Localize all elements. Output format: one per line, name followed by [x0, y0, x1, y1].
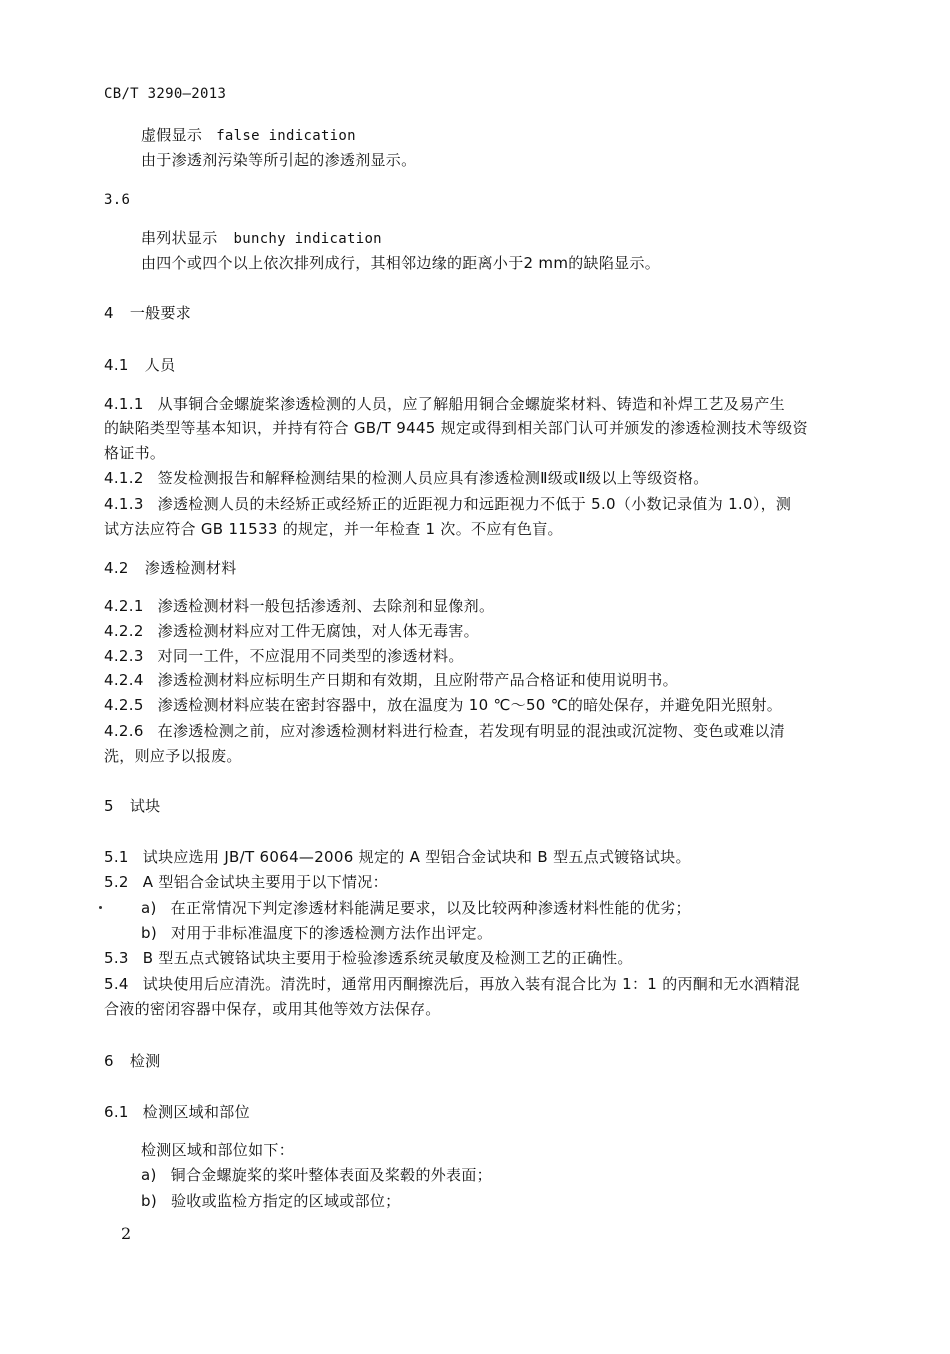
- clause-text: 渗透检测材料一般包括渗透剂、去除剂和显像剂。: [157, 597, 495, 615]
- section-title: 检测: [129, 1052, 161, 1070]
- clause-4-1-3-line-2: 试方法应符合 GB 11533 的规定，并一年检查 1 次。不应有色盲。: [104, 520, 563, 538]
- clause-4-2-3: [104, 646, 464, 666]
- clause-4-2-2: [104, 621, 479, 641]
- clause-number: 4.2.5: [104, 696, 144, 714]
- clause-text: 试块使用后应清洗。清洗时，通常用丙酮擦洗后，再放入装有混合比为 1：1 的丙酮和无水酒精混: [142, 975, 800, 993]
- section-heading-4-1: [104, 355, 175, 375]
- list-text: 铜合金螺旋桨的桨叶整体表面及桨毂的外表面；: [170, 1166, 492, 1184]
- section-title: 人员: [144, 356, 176, 374]
- section-title: 一般要求: [129, 304, 192, 322]
- clause-5-2: [104, 872, 388, 892]
- list-item-6-1-a: [141, 1165, 492, 1185]
- list-item-5-2-a: [141, 898, 691, 918]
- term-en: false indication: [216, 128, 356, 144]
- clause-number: 4.1.1: [104, 395, 144, 413]
- section-heading-5: [104, 796, 160, 816]
- section-heading-6: [104, 1051, 160, 1071]
- clause-number-3-6: 3.6: [104, 192, 131, 208]
- clause-text: A 型铝合金试块主要用于以下情况：: [142, 873, 388, 891]
- list-text: 验收或监检方指定的区域或部位；: [170, 1192, 401, 1210]
- scan-dot: [99, 906, 102, 909]
- list-label: a): [141, 1166, 157, 1184]
- clause-5-3: [104, 948, 633, 968]
- clause-4-1-1-line-3: 格证书。: [104, 444, 166, 462]
- clause-text: 在渗透检测之前，应对渗透检测材料进行检查，若发现有明显的混浊或沉淀物、变色或难以清: [157, 722, 785, 740]
- clause-number: 5.4: [104, 975, 129, 993]
- clause-4-1-1-line-2: 的缺陷类型等基本知识，并持有符合 GB/T 9445 规定或得到相关部门认可并颁发的渗透检测技术等级资: [104, 419, 808, 437]
- clause-5-4-line-2: 合液的密闭容器中保存，或用其他等效方法保存。: [104, 1000, 441, 1018]
- list-label: a): [141, 899, 157, 917]
- section-heading-4: [104, 303, 191, 323]
- clause-text: 渗透检测材料应标明生产日期和有效期，且应附带产品合格证和使用说明书。: [157, 671, 678, 689]
- clause-4-2-4: [104, 670, 678, 690]
- section-title: 试块: [129, 797, 161, 815]
- definition-3-6: 由四个或四个以上依次排列成行，其相邻边缘的距离小于2 mm的缺陷显示。: [141, 254, 661, 272]
- section-title: 渗透检测材料: [144, 559, 237, 577]
- list-text: 在正常情况下判定渗透材料能满足要求，以及比较两种渗透材料性能的优劣；: [170, 899, 691, 917]
- clause-text: B 型五点式镀铬试块主要用于检验渗透系统灵敏度及检测工艺的正确性。: [142, 949, 633, 967]
- clause-number: 4.2.6: [104, 722, 144, 740]
- section-number: 6.1: [104, 1103, 129, 1121]
- section-number: 5: [104, 797, 114, 815]
- clause-text: 签发检测报告和解释检测结果的检测人员应具有渗透检测Ⅱ级或Ⅱ级以上等级资格。: [157, 469, 709, 487]
- list-item-6-1-b: [141, 1191, 401, 1211]
- section-heading-4-2: [104, 558, 237, 578]
- clause-text: 对同一工件，不应混用不同类型的渗透材料。: [157, 647, 464, 665]
- paragraph-6-1-intro: 检测区域和部位如下：: [141, 1141, 295, 1159]
- clause-number: 5.3: [104, 949, 129, 967]
- clause-4-1-1-line-1: [104, 394, 785, 414]
- clause-text: 从事铜合金螺旋桨渗透检测的人员，应了解船用铜合金螺旋桨材料、铸造和补焊工艺及易产生: [157, 395, 785, 413]
- clause-number: 4.1.2: [104, 469, 144, 487]
- clause-5-1: [104, 847, 691, 867]
- clause-4-2-1: [104, 596, 494, 616]
- clause-4-2-5: [104, 695, 782, 715]
- page-number: 2: [121, 1224, 132, 1243]
- clause-text: 渗透检测材料应装在密封容器中，放在温度为 10 ℃～50 ℃的暗处保存，并避免阳光照射。: [157, 696, 783, 714]
- clause-number: 4.2.2: [104, 622, 144, 640]
- clause-number: 4.1.3: [104, 495, 144, 513]
- clause-text: 渗透检测材料应对工件无腐蚀，对人体无毒害。: [157, 622, 479, 640]
- clause-4-2-6-line-1: [104, 721, 785, 741]
- clause-4-1-3-line-1: [104, 494, 791, 514]
- clause-number: 5.2: [104, 873, 129, 891]
- clause-number: 4.2.4: [104, 671, 144, 689]
- section-heading-6-1: [104, 1102, 250, 1122]
- clause-4-1-2: [104, 468, 709, 488]
- term-zh: 虚假显示: [141, 126, 203, 144]
- section-number: 4: [104, 304, 114, 322]
- term-en: bunchy indication: [233, 231, 382, 247]
- clause-text: 试块应选用 JB/T 6064—2006 规定的 A 型铝合金试块和 B 型五点式镀铬试块。: [142, 848, 691, 866]
- list-item-5-2-b: [141, 923, 492, 943]
- term-3-6: [141, 228, 382, 249]
- list-label: b): [141, 924, 157, 942]
- clause-number: 5.1: [104, 848, 129, 866]
- clause-4-2-6-line-2: 洗，则应予以报废。: [104, 747, 242, 765]
- term-zh: 串列状显示: [141, 229, 218, 247]
- definition-3-5: 由于渗透剂污染等所引起的渗透剂显示。: [141, 151, 417, 169]
- list-label: b): [141, 1192, 157, 1210]
- clause-number: 4.2.3: [104, 647, 144, 665]
- list-text: 对用于非标准温度下的渗透检测方法作出评定。: [170, 924, 493, 942]
- term-3-5: [141, 125, 356, 146]
- clause-5-4-line-1: [104, 974, 800, 994]
- section-number: 4.2: [104, 559, 129, 577]
- standard-code: CB/T 3290—2013: [104, 86, 227, 102]
- section-number: 4.1: [104, 356, 129, 374]
- section-title: 检测区域和部位: [142, 1103, 250, 1121]
- clause-text: 渗透检测人员的未经矫正或经矫正的近距视力和远距视力不低于 5.0（小数记录值为 1.0），测: [157, 495, 792, 513]
- section-number: 6: [104, 1052, 114, 1070]
- clause-number: 4.2.1: [104, 597, 144, 615]
